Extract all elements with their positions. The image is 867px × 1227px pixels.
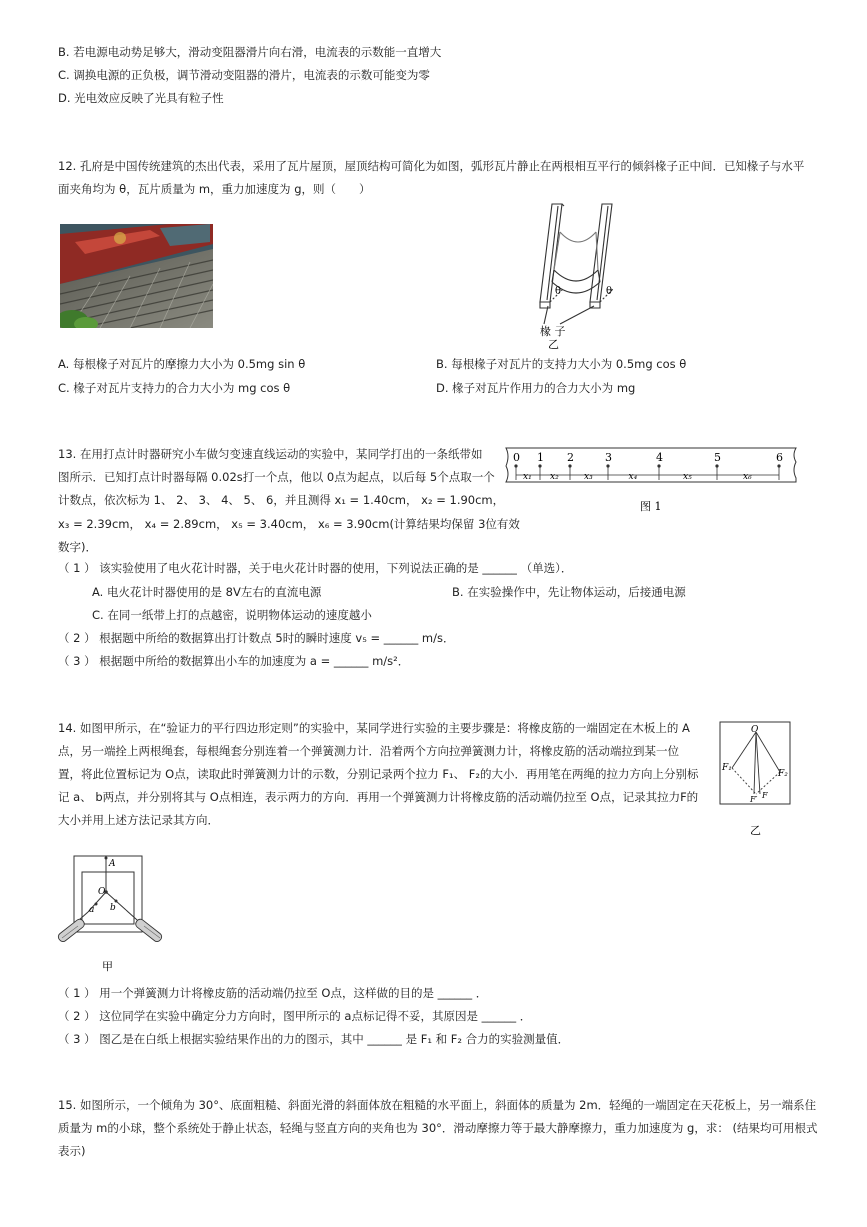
point-O-label: O bbox=[751, 725, 759, 735]
q13-stem-line-5: 数字)． bbox=[58, 540, 97, 554]
tape-point-label: 6 bbox=[776, 451, 783, 464]
tape-point-label: 1 bbox=[537, 451, 544, 464]
point-O-label-jia: O bbox=[98, 887, 106, 897]
q14-sub-3: （ 3 ） 图乙是在白纸上根据实验结果作出的力的图示，其中 ______ 是 F₁ 和 F₂ 合力的实验测量值． bbox=[58, 1032, 570, 1046]
paper-tape-figure bbox=[502, 444, 802, 516]
tape-segment-label: x₄ bbox=[628, 472, 638, 482]
q14-sub-2: （ 2 ） 这位同学在实验中确定分力方向时，图甲所示的 a点标记得不妥，其原因是 ______ ． bbox=[58, 1009, 532, 1023]
q13-stem-line-1: 13. 在用打点计时器研究小车做匀变速直线运动的实验中，某同学打出的一条纸带如 bbox=[58, 447, 483, 461]
point-a-label: a bbox=[89, 905, 95, 915]
point-A-label: A bbox=[109, 859, 116, 869]
q15-stem-line-3: 表示) bbox=[58, 1144, 86, 1158]
q12-option-b: B. 每根椽子对瓦片的支持力大小为 0.5mg cos θ bbox=[436, 357, 687, 371]
q14-stem-line-2: 点，另一端拴上两根绳套，每根绳套分别连着一个弹簧测力计．沿着两个方向拉弹簧测力计，将橡皮筋的活动端拉到某一位 bbox=[58, 744, 679, 758]
q12-stem-line-1: 12. 孔府是中国传统建筑的杰出代表，采用了瓦片屋顶，屋顶结构可简化为如图，弧形瓦片静止在两根相互平行的倾斜椽子正中间．已知椽子与水平 bbox=[58, 159, 805, 173]
tape-point-label: 3 bbox=[605, 451, 612, 464]
q12-option-c: C. 椽子对瓦片支持力的合力大小为 mg cos θ bbox=[58, 381, 291, 395]
q13-sub-1: （ 1 ） 该实验使用了电火花计时器，关于电火花计时器的使用，下列说法正确的是 ______ （单选）． bbox=[58, 561, 573, 575]
rafter-tile-diagram bbox=[520, 202, 620, 352]
rafter-label: 椽 子 bbox=[540, 325, 566, 338]
tape-point-label: 5 bbox=[714, 451, 721, 464]
q12-option-a: A. 每根椽子对瓦片的摩擦力大小为 0.5mg sin θ bbox=[58, 357, 306, 371]
q12-option-d: D. 椽子对瓦片作用力的合力大小为 mg bbox=[436, 381, 636, 395]
tape-segment-label: x₅ bbox=[683, 472, 692, 482]
tape-caption: 图 1 bbox=[640, 500, 662, 513]
point-b-label: b bbox=[110, 903, 116, 913]
q13-stem-line-4: x₃ = 2.39cm， x₄ = 2.89cm， x₅ = 3.40cm， x₆ = 3.90cm(计算结果均保留 3位有效 bbox=[58, 517, 520, 531]
q13-sub-3: （ 3 ） 根据题中所给的数据算出小车的加速度为 a = ______ m/s²． bbox=[58, 654, 410, 668]
q14-sub-1: （ 1 ） 用一个弹簧测力计将橡皮筋的活动端仍拉至 O点，这样做的目的是 ______ ． bbox=[58, 986, 488, 1000]
tape-point-label: 0 bbox=[513, 451, 520, 464]
theta-label-right: θ bbox=[606, 286, 613, 297]
q12-stem-line-2: 面夹角均为 θ，瓦片质量为 m，重力加速度为 g，则（ ） bbox=[58, 182, 371, 196]
q13-sub-1-option-a: A. 电火花计时器使用的是 8V左右的直流电源 bbox=[92, 585, 322, 599]
force-F1-label: F₁ bbox=[722, 763, 732, 773]
q14-stem-line-3: 置，将此位置标记为 O点，读取此时弹簧测力计的示数，分别记录两个拉力 F₁、 F₂的大小．再用笔在两绳的拉力方向上分别标 bbox=[58, 767, 699, 781]
force-diagram-yi bbox=[718, 720, 798, 840]
tape-segment-label: x₁ bbox=[523, 472, 532, 482]
theta-label-left: θ bbox=[555, 286, 562, 297]
tape-point-label: 2 bbox=[567, 451, 574, 464]
q15-stem-line-2: 质量为 m的小球，整个系统处于静止状态，轻绳与竖直方向的夹角也为 30°．滑动摩擦力等于最大静摩擦力，重力加速度为 g，求： (结果均可用根式 bbox=[58, 1121, 818, 1135]
q13-stem-line-2: 图所示．已知打点计时器每隔 0.02s打一个点，他以 0点为起点，以后每 5个点取一个 bbox=[58, 470, 495, 484]
q13-stem-line-3: 计数点，依次标为 1、 2、 3、 4、 5、 6，并且测得 x₁ = 1.40cm， x₂ = 1.90cm， bbox=[58, 493, 505, 507]
q14-stem-line-5: 大小并用上述方法记录其方向． bbox=[58, 813, 219, 827]
tape-segment-label: x₂ bbox=[550, 472, 559, 482]
q11-option-c: C. 调换电源的正负极，调节滑动变阻器的滑片，电流表的示数可能变为零 bbox=[58, 68, 430, 82]
force-F-label: F bbox=[762, 791, 768, 800]
q13-sub-1-option-c: C. 在同一纸带上打的点越密，说明物体运动的速度越小 bbox=[92, 608, 372, 622]
q11-option-b: B. 若电源电动势足够大，滑动变阻器滑片向右滑，电流表的示数能一直增大 bbox=[58, 45, 442, 59]
force-F2-label: F₂ bbox=[778, 769, 788, 779]
tape-segment-label: x₆ bbox=[743, 472, 752, 482]
q13-sub-2: （ 2 ） 根据题中所给的数据算出打计数点 5时的瞬时速度 v₅ = ______ m/s． bbox=[58, 631, 455, 645]
force-Fprime-label: F′ bbox=[750, 795, 758, 804]
q11-option-d: D. 光电效应反映了光具有粒子性 bbox=[58, 91, 224, 105]
figure-jia-caption: 甲 bbox=[102, 960, 113, 973]
tape-point-label: 4 bbox=[656, 451, 663, 464]
board-diagram-jia bbox=[56, 852, 166, 982]
tape-segment-label: x₃ bbox=[584, 472, 593, 482]
figure-yi-label: 乙 bbox=[548, 338, 559, 351]
q13-sub-1-option-b: B. 在实验操作中，先让物体运动，后接通电源 bbox=[452, 585, 686, 599]
roof-photo bbox=[60, 224, 213, 328]
figure-yi-caption: 乙 bbox=[750, 824, 761, 837]
q15-stem-line-1: 15. 如图所示，一个倾角为 30°、底面粗糙、斜面光滑的斜面体放在粗糙的水平面上，斜面体的质量为 2m．轻绳的一端固定在天花板上，另一端系住 bbox=[58, 1098, 817, 1112]
q14-stem-line-1: 14. 如图甲所示，在“验证力的平行四边形定则”的实验中，某同学进行实验的主要步骤是：将橡皮筋的一端固定在木板上的 A bbox=[58, 721, 690, 735]
q14-stem-line-4: 记 a、 b两点，并分别将其与 O点相连，表示两力的方向．再用一个弹簧测力计将橡皮筋的活动端仍拉至 O点，记录其拉力F的 bbox=[58, 790, 699, 804]
